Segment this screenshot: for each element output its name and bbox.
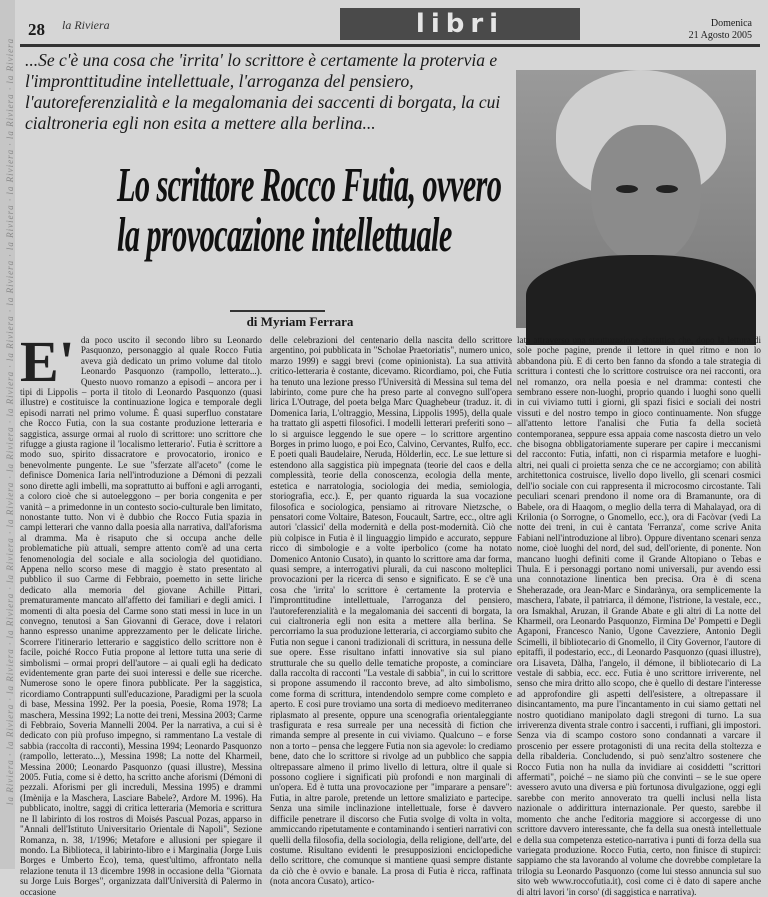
headline-line-2: la provocazione intellettuale: [117, 207, 452, 262]
author-photo: [516, 70, 756, 328]
pull-quote: ...Se c'è una cosa che 'irrita' lo scrittore è certamente la protervia e l'impronttitudine intellettuale, l'arroganza del pensiero, l'autoreferenzialità e la megalomania dei saccenti di borgata, la cui cialtroneria egli non esita a mettere alla berlina...: [25, 50, 501, 133]
headline-line-1: Lo scrittore Rocco Futia, ovvero: [117, 157, 502, 212]
column-1-text: da poco uscito il secondo libro su Leonardo Pasquonzo, personaggio al quale Rocco Futia aveva già dedicato un primo volume dal titolo Leonardo Pasquonzo (rampollo, letterato...). Questo nuovo romanzo a episodi – ancora per i tipi di Lippolis – porta il titolo di Leonardo Pasquonzo (quasi illustre) e costituisce la continuazione logica e temporale degli episodi narrati nel primo volume. È quasi superfluo constatare che Rocco Futia, con la sua costante produzione letteraria e saggistica, assurge ormai al ruolo di scrittore: uno scrittore che rifugge a giusta ragione il 'localismo letterario'. Futia è scrittore a modo suo, spirito dissacratore e provocatorio, ironico e benevolmente pungente. Le sue "sferzate all'aceto" (come le definisce Domenica Iaria nell'introduzione a Démoni di pezzali sono dirette agli imbelli, ma soprattutto ai buffoni e agli arroganti, a coloro cioè che si autoeleggono – per boria congenita e per vanità – a primedonne in un contesto socio-culturale ben limitato, nonostante tutto. Non vi è dubbio che Rocco Futia spazia in campi letterari che vanno dalla poesia alla narrativa, dall'aforisma al dramma. Ma è risaputo che si occupa anche delle problematiche più attuali, sempre attento com'è ad una certa fenomenologia del sociale e alla sociologia del quotidiano. Appena nello scorso mese di maggio è stato presentato al pubblico il suo Carme di Febbraio, poemetto in sette liriche dedicato alla memoria del giovane Achille Pittari, prematuramente mancato all'affetto dei familiari e degli amici. I momenti di alta poesia del Carme sono stati messi in luce in un convegno, tenutosi a San Giovanni di Gerace, dove i relatori hanno espresso unanime apprezzamento per le delicate liriche. Scorrere l'itinerario letterario e saggistico dello scrittore non è facile, poiché Rocco Futia propone al lettore tutta una serie di simbolismi – ormai propri dell'autore – ai quali egli ha dedicato evidentemente gran parte dei suoi interessi e delle sue ricerche. Numerose sono le opere finora pubblicate. Per la saggistica, ricordiamo Contrappunti sull'educazione, Paradigmi per la scuola di base, Messina 1992. Per la poesia, Poesie, Roma 1978; La maschera, Messina 1992; La notte dei treni, Messina 2003; Carme di Febbraio, Soveria Mannelli 2004. Per la narrativa, a cui si è dedicato con più profuso impegno, si rammentano La vestale di sabbia (raccolta di racconti), Messina 1994; Leonardo Pasquonzo (rampollo, letterato...), Messina 1998; La notte del Kharmeil, Messina 2000; Leonardo Pasquonzo (quasi illustre), Messina 2005. Futia, come si è detto, ha scritto anche aforismi (Démoni di pezzali. Aforismi per gli increduli, Messina 1995) e drammi (Imènija e la Maschera, Lasciare Babele?, Ardore M. 1996). Ha pubblicato, inoltre, saggi di critica letteraria (Memoria e scrittura ne Il labirinto di los rostros di Moisés Pascual Pozas, apparso in "Annali dell'Istituto Universitario Orientale di Napoli", Sezione Romanza, n. 38, 1/1996; Metafore e allusioni per spiegare il mondo. La Biblioteca, il labirinto-libro e i Marginalia (Jorge Luis Borges e Umberto Eco), tema, quest'ultimo, affrontato nella relazione tenuta il 13 dicembre 1998 in occasione della "Giornata su Jorge Luis Borges", organizzata dall'Università di Palermo in occasione: [20, 335, 263, 897]
column-2-text: delle celebrazioni del centenario della nascita dello scrittore argentino, poi pubblicata in "Scholae Praetoriatis", numero unico, marzo 1999) e saggi brevi (come opinionista). La sua attività critico-letteraria è costante, dicevamo. Ricordiamo, poi, che Futia ha tenuto una lezione presso l'Università di Messina sul tema del labirinto, come pure che ha preso parte al convegno sull'opera lirica L'Outrage, del poeta belga Marc Quaghebeur (traduz. it. di Domenica Iaria, L'oltraggio, Messina, Lippolis 1995), della quale ha trattato gli aspetti filosofici. I modelli letterari preferiti sono – lo si arguisce leggendo le sue opere – lo scrittore argentino Borges in primo luogo, e poi Eco, Calvino, Cervantes, Rulfo, ecc. E poeti quali Baudelaire, Neruda, Hölderlin, ecc. Le sue letture si estendono alla saggistica più impegnata (teorie del caos e della complessità, teorie della conoscenza, ecologia della mente, estetica e narratologia, sociologia dei media, semiologia, storiografia, ecc.). E, per quanto riguarda la sua vocazione filosofica e sociologica, pensiamo ai ritrovare Nietzsche, o pensatori come Voltaire, Bateson, Foucault, Sartre, ecc., oltre agli autori 'classici' della modernità e della post-modernità. Ciò che più colpisce in Futia è il linguaggio limpido e accurato, seppure ricco di simbologie e a volte iperbolico (come ha notato Domenico Antonio Cusato), in quanto lo scrittore ama dar forma, quasi sempre, a interrogativi plurali, da cui nascono molteplici provocazioni per la ricerca di senso e significato. E se c'è una cosa che 'irrita' lo scrittore è certamente la protervia e l'impronttitudine intellettuale, l'arroganza del pensiero, l'autoreferenzialità e la megalomania dei saccenti di borgata, la cui cialtroneria egli non esita a mettere alla berlina. Se percorriamo la sua produzione letteraria, ci accorgiamo subito che Futia non segue i canoni tradizionali di scrittura, in nessuna delle sue opere. Esse risultano infatti innovative sia sul piano strutturale che su quello delle tematiche proposte, a cominciare dalla raccolta di racconti "La vestale di sabbia", in cui lo scrittore si propone assumendo il racconto breve, ad alto simbolismo, come forma di scrittura, intendendolo sempre come completo e aperto. E così pure troviamo una sorta di medioevo mediterraneo riplasmato al presente, oppure una scenografia orientaleggiante trasfigurata e resa surreale per una necessità di fiction che rimanda sempre al presente in cui viviamo. Qualcuno – e forse non a torto – pensa che leggere Futia non sia agevole: lo crediamo bene, dato che lo scrittore si rivolge ad un pubblico che sappia oltrepassare almeno il primo livello di lettura, oltre il quale si possono cogliere i significati più profondi e non marginali di un'opera. Ed è tutta una provocazione per "imparare a pensare": Futia, in altre parole, pretende un lettore smaliziato e partecipe. Senza una simile inclinazione intellettuale, forse è davvero difficile penetrare il discorso che Futia svolge di volta in volta, ammiccando ripetutamente e contaminando i sentieri narrativi con quelli della filosofia, della sociologia, della religione, dell'arte, del costume. Risultano evidenti le presupposizioni enciclopediche dello scrittore, che comunque si mantiene quasi sempre distante da ciò che è ovvio e banale. La prosa di Futia è ricca, raffinata (nota ancora Cusato), artico-: [270, 335, 512, 887]
article-headline: [22, 157, 522, 262]
issue-date-text: 21 Agosto 2005: [688, 30, 752, 41]
section-band: [340, 8, 580, 40]
side-strip: [0, 0, 15, 869]
byline: di Myriam Ferrara: [246, 314, 354, 329]
section-title: libri: [415, 9, 505, 39]
drop-cap: E': [20, 329, 75, 394]
newspaper-brand: la Riviera: [62, 18, 110, 32]
issue-day: Domenica: [710, 18, 752, 29]
column-3-text: lata attraverso una strutturazione sintattica che, dopo la lettura di sole poche pagine, prende il lettore in quel ritmo e non lo abbandona più. E di certo ben fanno da sfondo a tale strategia di scrittura i contesti che lo scrittore costruisce ora nei racconti, ora nel romanzo, ora nella poesia e nel dramma: contesti che sembrano essere non-luoghi, proprio quando i luoghi sono quelli in cui viviamo tutti i giorni, gli spazi fisici e sociali dei nostri vissuti e del nostro tempo in gioco continuamente. Non sfugge all'attento lettore l'analisi che Futia fa della società contemporanea, seppure essa appaia come nascosta dietro un velo che bisogna obbligatoriamente superare per capire i meccanismi del racconto: Futia, infatti, non ci risparmia metafore e luoghi-altri, nei quali ci proietta senza che ce ne accorgiamo; con abilità architettonica costruisce, livello dopo livello, gli scenari cosmici dell'io sociale con cui rappresenta il microcosmo circostante. Tali peculiari scenari prendono il nome ora di Bramanunte, ora di Babele, ora di Haaqom, o meglio della terra di Mahalayad, ora di Krilonia (o Sorrogne, o Gnomello, ecc.), ora di Facòvar (vedi La notte dei treni, in cui è cantata 'Ferranza', come scrive Anita Fabiani nell'introduzione al libro). Oppure diventano scenari senza nome, cioè luoghi del nord, del sud, dell'oriente, di ponente. Non mancano luoghi definiti come il Grande Altopiano o Tebas e Thula. E i personaggi portano nomi universali, pur avendo essi una connotazione linentica ben precisa. Ora è di scena Sheherazade, ora Jean-Marc e Sindarànya, ora semplicemente la maschera, l'abate, il patriarca, il démone, l'istrione, la vestale, ecc., ora Ismakhal, Aruzan, il Grande Abate e gli altri di La notte del Kharmeil, ora Leonardo Pasquonzo, Firmina De' Pompetti e Degli Agaponi, Francesco Nanio, Ugone Cavezziere, Antonio Degli Scimelli, il bibliotecario di Gnomello, il City Governor, l'autore di epitaffi, il podestario, ecc., di Leonardo Pasquonzo (quasi illustre), ora Lisaveta, Dàlha, l'angelo, il démone, il bibliotecario di La vestale di sabbia, ecc. ecc. Futia è uno scrittore irriverente, nel senso che mira dritto allo scopo, che è quello di destare l'interesse ad approfondire gli aspetti dell'esistere, a oltrepassare il disincantamento, ma pure l'incantamento in cui siamo gettati nel nostro quotidiano manipolato dagli stregoni di turno. La sua irriverenza diventa strale contro i saccenti, i ruffiani, gli impostori. Senza via di scampo costoro sono condannati a varcare il proscenio per essere protagonisti di una recita della stoltezza e della ribalderia. Concludendo, si può senz'altro sostenere che Rocco Futia non ha nulla da invidiare ai cosiddetti "scrittori affermati", poiché – ne siamo più che convinti – se le sue opere avessero avuto una diversa e più fortunosa divulgazione, oggi egli sarebbe con merito annoverato tra quelli inclusi nella lista nazionale o addirittura internazionale. Per questo, sarebbe il momento che anche l'editoria maggiore si accorgesse di uno scrittore davvero interessante, che fa della sua onestà intellettuale e della sua competenza estetico-narrativa i punti di forza della sua variegata produzione. Rocco Futia, certo, non finisce di stupirci: sappiamo che sta lavorando al volume che dovrebbe completare la trilogia su Leonardo Pasquonzo (come lui stesso annuncia sul suo sito web www.roccofutia.it), così come ci è dato di sapere anche di altri lavori 'in corso' (di saggistica e narrativa).: [517, 335, 761, 897]
article-column-3: [517, 335, 761, 897]
issue-date: [689, 18, 752, 42]
page-header: [20, 4, 760, 47]
article-column-2: [270, 335, 512, 887]
byline-rule: [230, 310, 325, 312]
article-column-1: [20, 329, 263, 897]
side-strip-text: la Riviera · la Riviera · la Riviera · la Riviera · la Riviera · la Riviera · la Riviera · la Riviera · la Riviera · la Riviera · la Riviera · la Riviera · la Riviera · la Riviera: [5, 37, 15, 805]
page-number: 28: [28, 20, 45, 39]
